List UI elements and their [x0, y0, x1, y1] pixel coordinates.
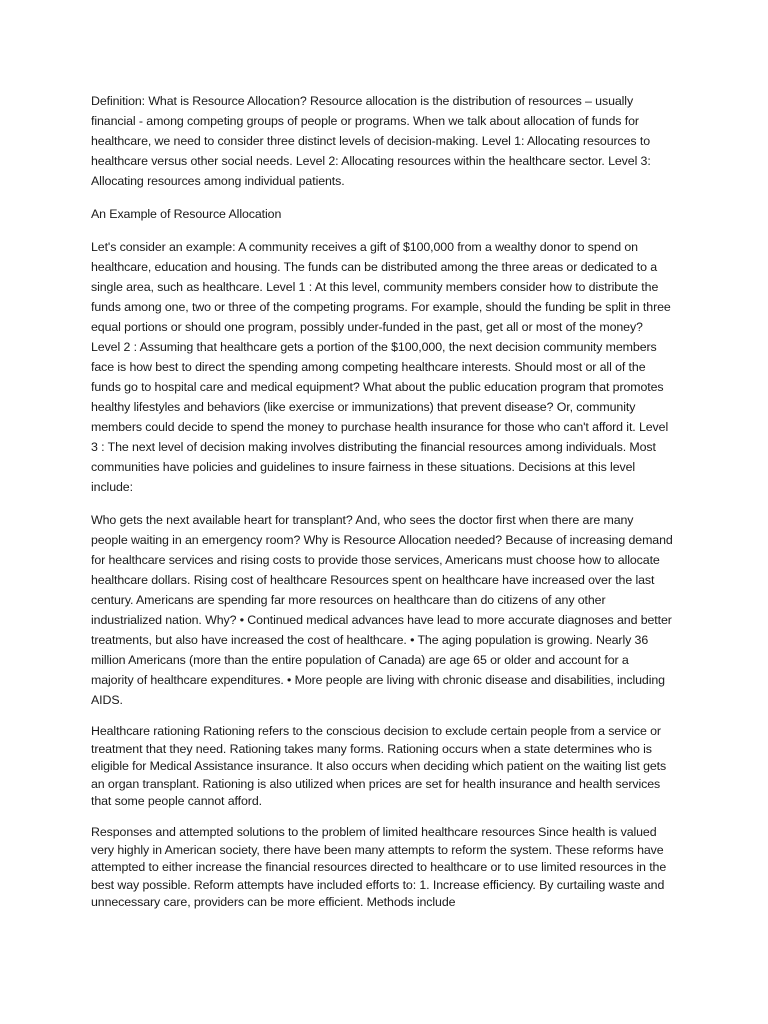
example-paragraph: Let's consider an example: A community receives a gift of $100,000 from a wealthy donor to spend on healthcare, education and housing. The funds can be distributed among the three areas or dedicated to a single area, such as healthcare. Level 1 : At this level, community members consider how to distribute the funds among one, two or three of the competing programs. For example, should the funding be split in three equal portions or should one program, possibly under-funded in the past, get all or most of the money? Level 2 : Assuming that healthcare gets a portion of the $100,000, the next decision community members face is how best to direct the spending among competing healthcare interests. Should most or all of the funds go to hospital care and medical equipment? What about the public education program that promotes healthy lifestyles and behaviors (like exercise or immunizations) that prevent disease? Or, community members could decide to spend the money to purchase health insurance for those who can't afford it. Level 3 : The next level of decision making involves distributing the financial resources among individuals. Most communities have policies and guidelines to insure fairness in these situations. Decisions at this level include: — [91, 240, 671, 494]
rationing-paragraph: Healthcare rationing Rationing refers to the conscious decision to exclude certain people from a service or treatment that they need. Rationing takes many forms. Rationing occurs when a state determines who is eligible for Medical Assistance insurance. It also occurs when deciding which patient on the waiting list gets an organ transplant. Rationing is also utilized when prices are set for health insurance and health services that some people cannot afford. — [91, 724, 667, 809]
transplant-paragraph: Who gets the next available heart for transplant? And, who sees the doctor first when there are many people waiting in an emergency room? Why is Resource Allocation needed? Because of increasing demand for healthcare services and rising costs to provide those services, Americans must choose how to allocate healthcare dollars. Rising cost of healthcare Resources spent on healthcare have increased over the last century. Americans are spending far more resources on healthcare than do citizens of any other industrialized nation. Why? • Continued medical advances have lead to more accurate diagnoses and better treatments, but also have increased the cost of healthcare. • The aging population is growing. Nearly 36 million Americans (more than the entire population of Canada) are age 65 or older and account for a majority of healthcare expenditures. • More people are living with chronic disease and disabilities, including AIDS. — [91, 513, 673, 707]
document-body — [91, 91, 673, 925]
definition-paragraph: Definition: What is Resource Allocation? Resource allocation is the distribution of resources – usually financial - among competing groups of people or programs. When we talk about allocation of funds for healthcare, we need to consider three distinct levels of decision-making. Level 1: Allocating resources to healthcare versus other social needs. Level 2: Allocating resources within the healthcare sector. Level 3: Allocating resources among individual patients. — [91, 94, 651, 188]
example-heading: An Example of Resource Allocation — [91, 207, 282, 221]
responses-paragraph: Responses and attempted solutions to the problem of limited healthcare resources Since health is valued very highly in American society, there have been many attempts to reform the system. These reforms have attempted to either increase the financial resources directed to healthcare or to use limited resources in the best way possible. Reform attempts have included efforts to: 1. Increase efficiency. By curtailing waste and unnecessary care, providers can be more efficient. Methods include — [91, 824, 667, 910]
